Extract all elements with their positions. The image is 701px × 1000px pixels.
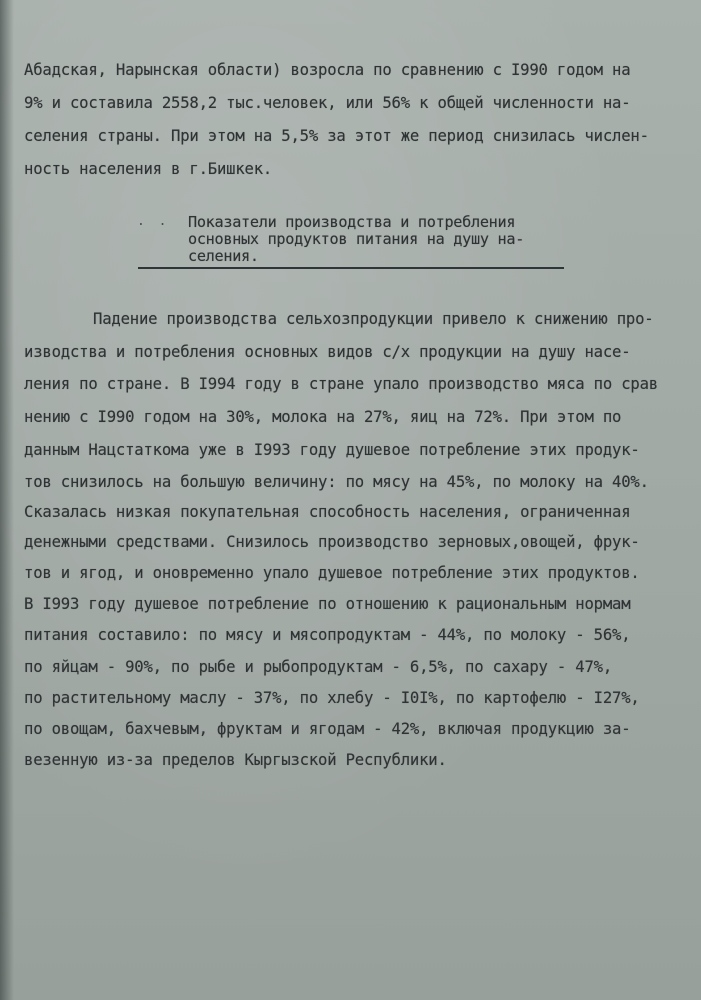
text-line: данным Нацстаткома уже в I993 году душевое потребление этих продук- xyxy=(24,441,640,459)
heading-line: основных продуктов питания на душу на- xyxy=(188,230,525,248)
text-line: денежными средствами. Снизилось производство зерновых,овощей, фрук- xyxy=(24,533,640,551)
text-line: Падение производства сельхозпродукции привело к снижению про- xyxy=(93,310,654,328)
text-line: везенную из-за пределов Кыргызской Республики. xyxy=(24,751,447,769)
text-line: В I993 году душевое потребление по отношению к рациональным нормам xyxy=(24,595,631,613)
text-line: изводства и потребления основных видов с/х продукции на душу насе- xyxy=(24,343,631,361)
text-line: по овощам, бахчевым, фруктам и ягодам - 42%, включая продукцию за- xyxy=(24,720,631,738)
text-line: тов и ягод, и оновременно упало душевое потребление этих продуктов. xyxy=(24,564,640,582)
text-line: по яйцам - 90%, по рыбе и рыбопродуктам - 6,5%, по сахару - 47%, xyxy=(24,658,613,676)
heading-line: Показатели производства и потребления xyxy=(188,213,516,231)
page-binding-shadow xyxy=(0,0,14,1000)
text-line: нению с I990 годом на 30%, молока на 27%, яиц на 72%. При этом по xyxy=(24,408,622,426)
heading-underline xyxy=(138,267,564,269)
text-line: тов снизилось на большую величину: по мясу на 45%, по молоку на 40%. xyxy=(24,473,649,491)
text-line: Абадская, Нарынская области) возросла по сравнению с I990 годом на xyxy=(24,61,631,79)
text-line: питания составило: по мясу и мясопродуктам - 44%, по молоку - 56%, xyxy=(24,626,631,644)
text-line: по растительному маслу - 37%, по хлебу - I0I%, по картофелю - I27%, xyxy=(24,689,640,707)
text-line: селения страны. При этом на 5,5% за этот же период снизилась числен- xyxy=(24,127,649,145)
text-line: 9% и составила 2558,2 тыс.человек, или 56% к общей численности на- xyxy=(24,94,631,112)
text-line: Сказалась низкая покупательная способность населения, ограниченная xyxy=(24,503,631,521)
heading-line: селения. xyxy=(188,247,259,265)
text-line: ления по стране. В I994 году в стране упало производство мяса по срав xyxy=(24,375,658,393)
heading-margin-mark: . . xyxy=(137,214,170,229)
text-line: ность населения в г.Бишкек. xyxy=(24,160,273,178)
